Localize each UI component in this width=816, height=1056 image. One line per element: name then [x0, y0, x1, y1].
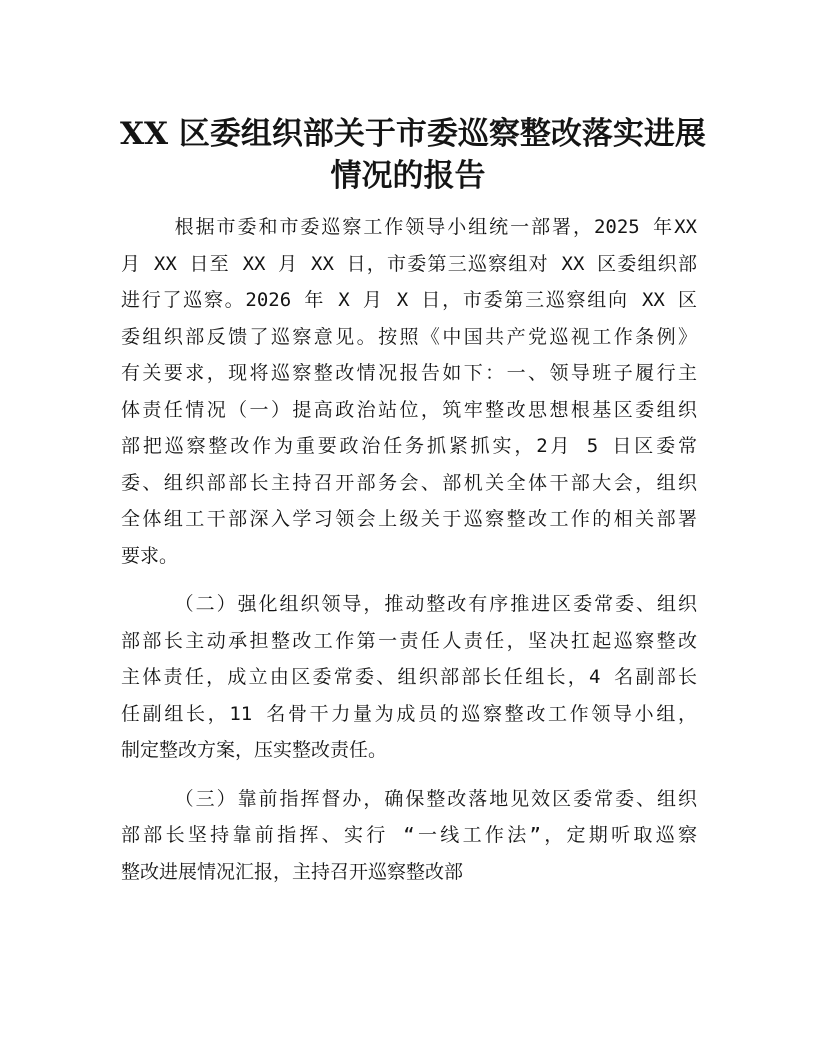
text-line: 根据市委和市委巡察工作领导小组统一部署，2025 年XX — [121, 216, 697, 238]
text-line: 部把巡察整改作为重要政治任务抓紧抓实，2月 5 日区委常 — [121, 435, 697, 457]
paragraph-2 — [121, 586, 697, 769]
text-line: 委、组织部部长主持召开部务会、部机关全体干部大会，组织 — [121, 471, 697, 494]
text-line: 部部长坚持靠前指挥、实行 “一线工作法”，定期听取巡察 — [121, 824, 697, 846]
text-line: 委组织部反馈了巡察意见。按照《中国共产党巡视工作条例》 — [121, 325, 697, 348]
text-line: 月 XX 日至 XX 月 XX 日，市委第三巡察组对 XX 区委组织部 — [121, 252, 697, 275]
text-line: 要求。 — [121, 544, 179, 567]
text-line: 任副组长，11 名骨干力量为成员的巡察整改工作领导小组， — [121, 702, 697, 725]
paragraph-1 — [121, 209, 697, 574]
text-line: 进行了巡察。2026 年 X 月 X 日，市委第三巡察组向 XX 区 — [121, 289, 697, 311]
text-line: 体责任情况（一）提高政治站位，筑牢整改思想根基区委组织 — [121, 398, 697, 421]
text-line: 全体组工干部深入学习领会上级关于巡察整改工作的相关部署 — [121, 508, 697, 530]
text-line: （二）强化组织领导，推动整改有序推进区委常委、组织 — [121, 593, 697, 615]
paragraph-3 — [121, 781, 697, 891]
document-body — [121, 209, 697, 890]
text-line: 制定整改方案，压实整改责任。 — [121, 739, 388, 761]
text-line: 主体责任，成立由区委常委、组织部部长任组长，4 名副部长 — [121, 666, 697, 688]
text-line: 部部长主动承担整改工作第一责任人责任，坚决扛起巡察整改 — [121, 629, 697, 652]
text-line: 有关要求，现将巡察整改情况报告如下：一、领导班子履行主 — [121, 362, 697, 384]
text-line: 整改进展情况汇报，主持召开巡察整改部 — [121, 860, 464, 883]
document-title — [120, 113, 706, 197]
title-line-1: XX 区委组织部关于市委巡察整改落实进展 — [120, 116, 706, 152]
title-line-2: 情况的报告 — [330, 158, 486, 194]
text-line: （三）靠前指挥督办，确保整改落地见效区委常委、组织 — [121, 787, 697, 810]
